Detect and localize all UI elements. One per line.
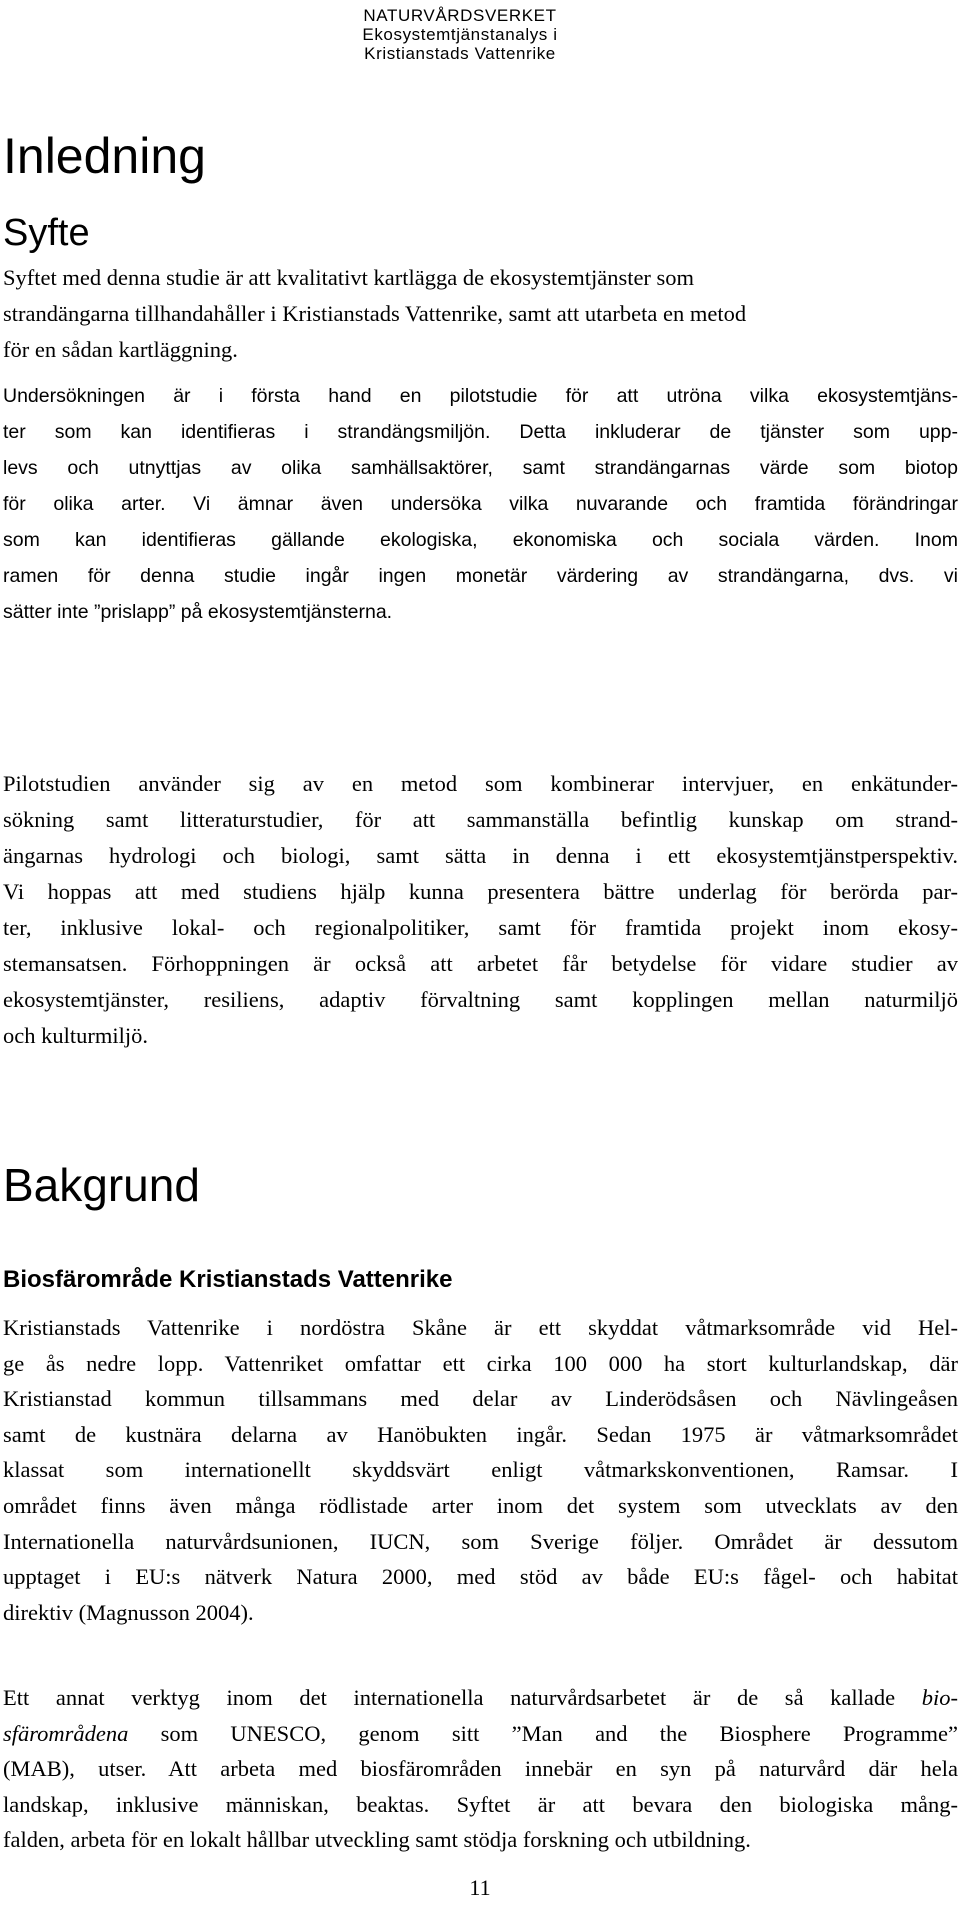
text-run: som UNESCO, genom sitt ”Man and the Biosphere Programme” <box>128 1720 958 1746</box>
section-heading-bakgrund: Bakgrund <box>3 1159 200 1211</box>
text-line: levs och utnyttjas av olika samhällsaktörer, samt strandängarnas värde som biotop <box>3 457 958 479</box>
running-header <box>300 6 620 63</box>
syfte-paragraph-2 <box>3 378 958 630</box>
text-line: ekosystemtjänster, resiliens, adaptiv förvaltning samt kopplingen mellan naturmiljö <box>3 987 958 1012</box>
page-number: 11 <box>469 1875 491 1900</box>
text-line: och kulturmiljö. <box>3 1023 148 1048</box>
section-heading-syfte: Syfte <box>3 212 90 254</box>
text-line: ramen för denna studie ingår ingen monetär värdering av strandängarna, dvs. vi <box>3 565 958 587</box>
emphasized-term: bio- <box>921 1685 958 1710</box>
text-line: falden, arbeta för en lokalt hållbar utveckling samt stödja forskning och utbildning. <box>3 1827 751 1853</box>
text-line: direktiv (Magnusson 2004). <box>3 1599 254 1625</box>
text-line: (MAB), utser. Att arbeta med biosfärområden innebär en syn på naturvård där hela <box>3 1756 958 1782</box>
syfte-paragraph-1 <box>3 260 958 368</box>
text-line: Undersökningen är i första hand en pilotstudie för att utröna vilka ekosystemtjäns- <box>3 385 958 407</box>
text-line: Vi hoppas att med studiens hjälp kunna presentera bättre underlag för berörda par- <box>3 879 958 904</box>
text-line: Kristianstads Vattenrike i nordöstra Skåne är ett skyddat våtmarksområde vid Hel- <box>3 1315 958 1340</box>
text-line: ge ås nedre lopp. Vattenriket omfattar ett cirka 100 000 ha stort kulturlandskap, där <box>3 1350 958 1376</box>
text-run: Ett annat verktyg inom det internationella naturvårdsarbetet är de så kallade <box>3 1685 922 1710</box>
text-line: Pilotstudien använder sig av en metod som kombinerar intervjuer, en enkätunder- <box>3 771 958 796</box>
text-line: strandängarna tillhandahåller i Kristianstads Vattenrike, samt att utarbeta en metod <box>3 301 747 326</box>
text-line: ter som kan identifieras i strandängsmiljön. Detta inkluderar de tjänster som upp- <box>3 421 958 443</box>
text-line: Internationella naturvårdsunionen, IUCN, som Sverige följer. Området är dessutom <box>3 1528 958 1554</box>
text-line: för olika arter. Vi ämnar även undersöka vilka nuvarande och framtida förändringar <box>3 493 958 515</box>
text-line: stemansatsen. Förhoppningen är också att arbetet får betydelse för vidare studier av <box>3 951 958 976</box>
bakgrund-paragraph-2 <box>3 1680 958 1858</box>
bakgrund-paragraph-1 <box>3 1310 958 1630</box>
subsection-heading: Biosfärområde Kristianstads Vattenrike <box>3 1266 453 1293</box>
text-line <box>3 1680 958 1716</box>
text-line: Kristianstad kommun tillsammans med delar av Linderödsåsen och Nävlingeåsen <box>3 1386 958 1412</box>
text-line: upptaget i EU:s nätverk Natura 2000, med stöd av både EU:s fågel- och habitat <box>3 1564 958 1590</box>
text-line: området finns även många rödlistade arter inom det system som utvecklats av den <box>3 1492 958 1518</box>
text-line: klassat som internationellt skyddsvärt enligt våtmarkskonventionen, Ramsar. I <box>3 1457 958 1483</box>
emphasized-term: sfärområdena <box>3 1720 129 1746</box>
text-line: samt de kustnära delarna av Hanöbukten ingår. Sedan 1975 är våtmarksområdet <box>3 1421 958 1447</box>
header-report-subtitle: Kristianstads Vattenrike <box>364 44 556 63</box>
text-line: sökning samt litteraturstudier, för att sammanställa befintlig kunskap om strand- <box>3 807 958 832</box>
text-line: för en sådan kartläggning. <box>3 337 238 362</box>
text-line: ängarnas hydrologi och biologi, samt sätta in denna i ett ekosystemtjänstperspektiv. <box>3 843 958 868</box>
text-line: Syftet med denna studie är att kvalitativt kartlägga de ekosystemtjänster som <box>3 265 695 290</box>
chapter-title: Inledning <box>3 128 206 184</box>
text-line: ter, inklusive lokal- och regionalpolitiker, samt för framtida projekt inom ekosy- <box>3 915 958 940</box>
text-line: som kan identifieras gällande ekologiska, ekonomiska och sociala värden. Inom <box>3 529 958 551</box>
text-line: landskap, inklusive människan, beaktas. Syftet är att bevara den biologiska mång- <box>3 1791 958 1817</box>
text-line <box>3 1716 958 1752</box>
header-report-title: Ekosystemtjänstanalys i <box>362 25 558 44</box>
syfte-paragraph-3 <box>3 766 958 1054</box>
header-agency: NATURVÅRDSVERKET <box>363 6 557 25</box>
text-line: sätter inte ”prislapp” på ekosystemtjänsterna. <box>3 601 393 623</box>
